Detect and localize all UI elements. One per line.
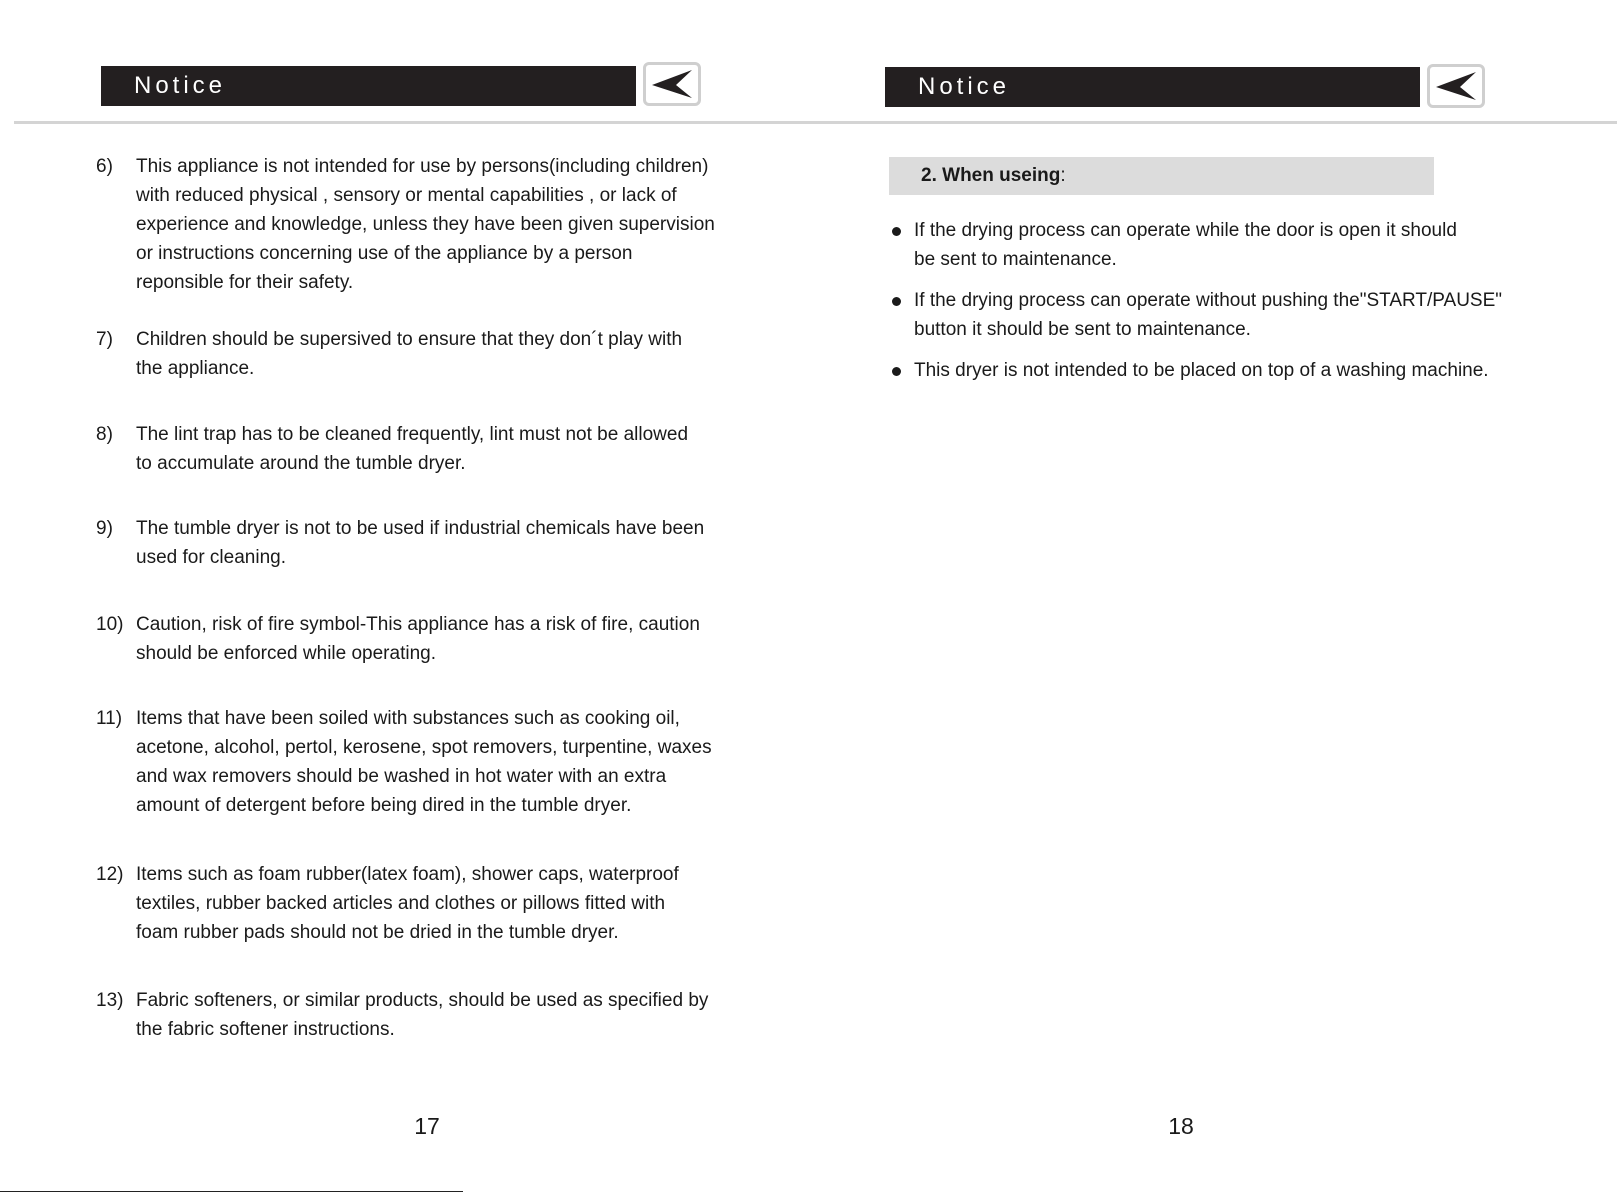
list-item bbox=[96, 420, 756, 478]
section-number: 2. bbox=[921, 165, 937, 186]
list-item bbox=[96, 860, 756, 947]
item-number: 13) bbox=[96, 990, 124, 1011]
bullet-list bbox=[890, 216, 1550, 385]
list-item bbox=[96, 325, 756, 383]
list-item bbox=[96, 514, 756, 572]
brand-logo bbox=[1427, 64, 1485, 108]
item-text: Fabric softeners, or similar products, should be used as specified by the fabric softener instructions. bbox=[136, 990, 709, 1040]
brand-logo bbox=[643, 62, 701, 106]
item-number: 11) bbox=[96, 708, 123, 729]
list-item bbox=[96, 610, 756, 668]
section-title: When useing bbox=[942, 165, 1061, 186]
item-text: This appliance is not intended for use by persons(including children) with reduced physical , sensory or mental capabilities , or lack of experience and knowledge, unless they have been given supervision or instructions concerning use of the appliance by a person reponsible for their safety. bbox=[136, 156, 715, 293]
header-divider bbox=[14, 121, 808, 124]
list-item bbox=[96, 704, 756, 820]
arrow-logo-icon bbox=[646, 65, 698, 103]
item-text: Children should be supersived to ensure that they don´t play with the appliance. bbox=[136, 329, 683, 379]
section-heading bbox=[889, 157, 1434, 195]
notice-header: Notice bbox=[885, 67, 1420, 107]
section-colon: : bbox=[1060, 165, 1066, 186]
item-text: The lint trap has to be cleaned frequently, lint must not be allowed to accumulate around the tumble dryer. bbox=[136, 424, 689, 474]
page-17 bbox=[0, 0, 808, 1192]
item-number: 9) bbox=[96, 518, 113, 539]
bullet-item: If the drying process can operate while the door is open it should be sent to maintenance. bbox=[890, 216, 1550, 274]
item-number: 8) bbox=[96, 424, 113, 445]
bullet-item: This dryer is not intended to be placed on top of a washing machine. bbox=[890, 356, 1550, 385]
item-number: 6) bbox=[96, 156, 113, 177]
page-18 bbox=[808, 0, 1617, 1192]
bullet-item: If the drying process can operate without pushing the"START/PAUSE" button it should be sent to maintenance. bbox=[890, 286, 1550, 344]
page-number: 17 bbox=[414, 1113, 440, 1139]
header-divider bbox=[808, 121, 1617, 124]
list-item bbox=[96, 152, 756, 297]
item-text: Caution, risk of fire symbol-This appliance has a risk of fire, caution should be enforced while operating. bbox=[136, 614, 700, 664]
item-number: 7) bbox=[96, 329, 113, 350]
item-number: 10) bbox=[96, 614, 124, 635]
page-number: 18 bbox=[1168, 1113, 1194, 1139]
item-text: Items such as foam rubber(latex foam), shower caps, waterproof textiles, rubber backed articles and clothes or pillows fitted with foam rubber pads should not be dried in the tumble dryer. bbox=[136, 864, 679, 943]
item-text: The tumble dryer is not to be used if industrial chemicals have been used for cleaning. bbox=[136, 518, 705, 568]
notice-header: Notice bbox=[101, 66, 636, 106]
item-number: 12) bbox=[96, 864, 124, 885]
list-item bbox=[96, 986, 756, 1044]
arrow-logo-icon bbox=[1430, 67, 1482, 105]
notice-list bbox=[96, 152, 756, 1044]
item-text: Items that have been soiled with substances such as cooking oil, acetone, alcohol, pertol, kerosene, spot removers, turpentine, waxes and wax removers should be washed in hot water with an extra amount of detergent before being dired in the tumble dryer. bbox=[136, 708, 712, 816]
